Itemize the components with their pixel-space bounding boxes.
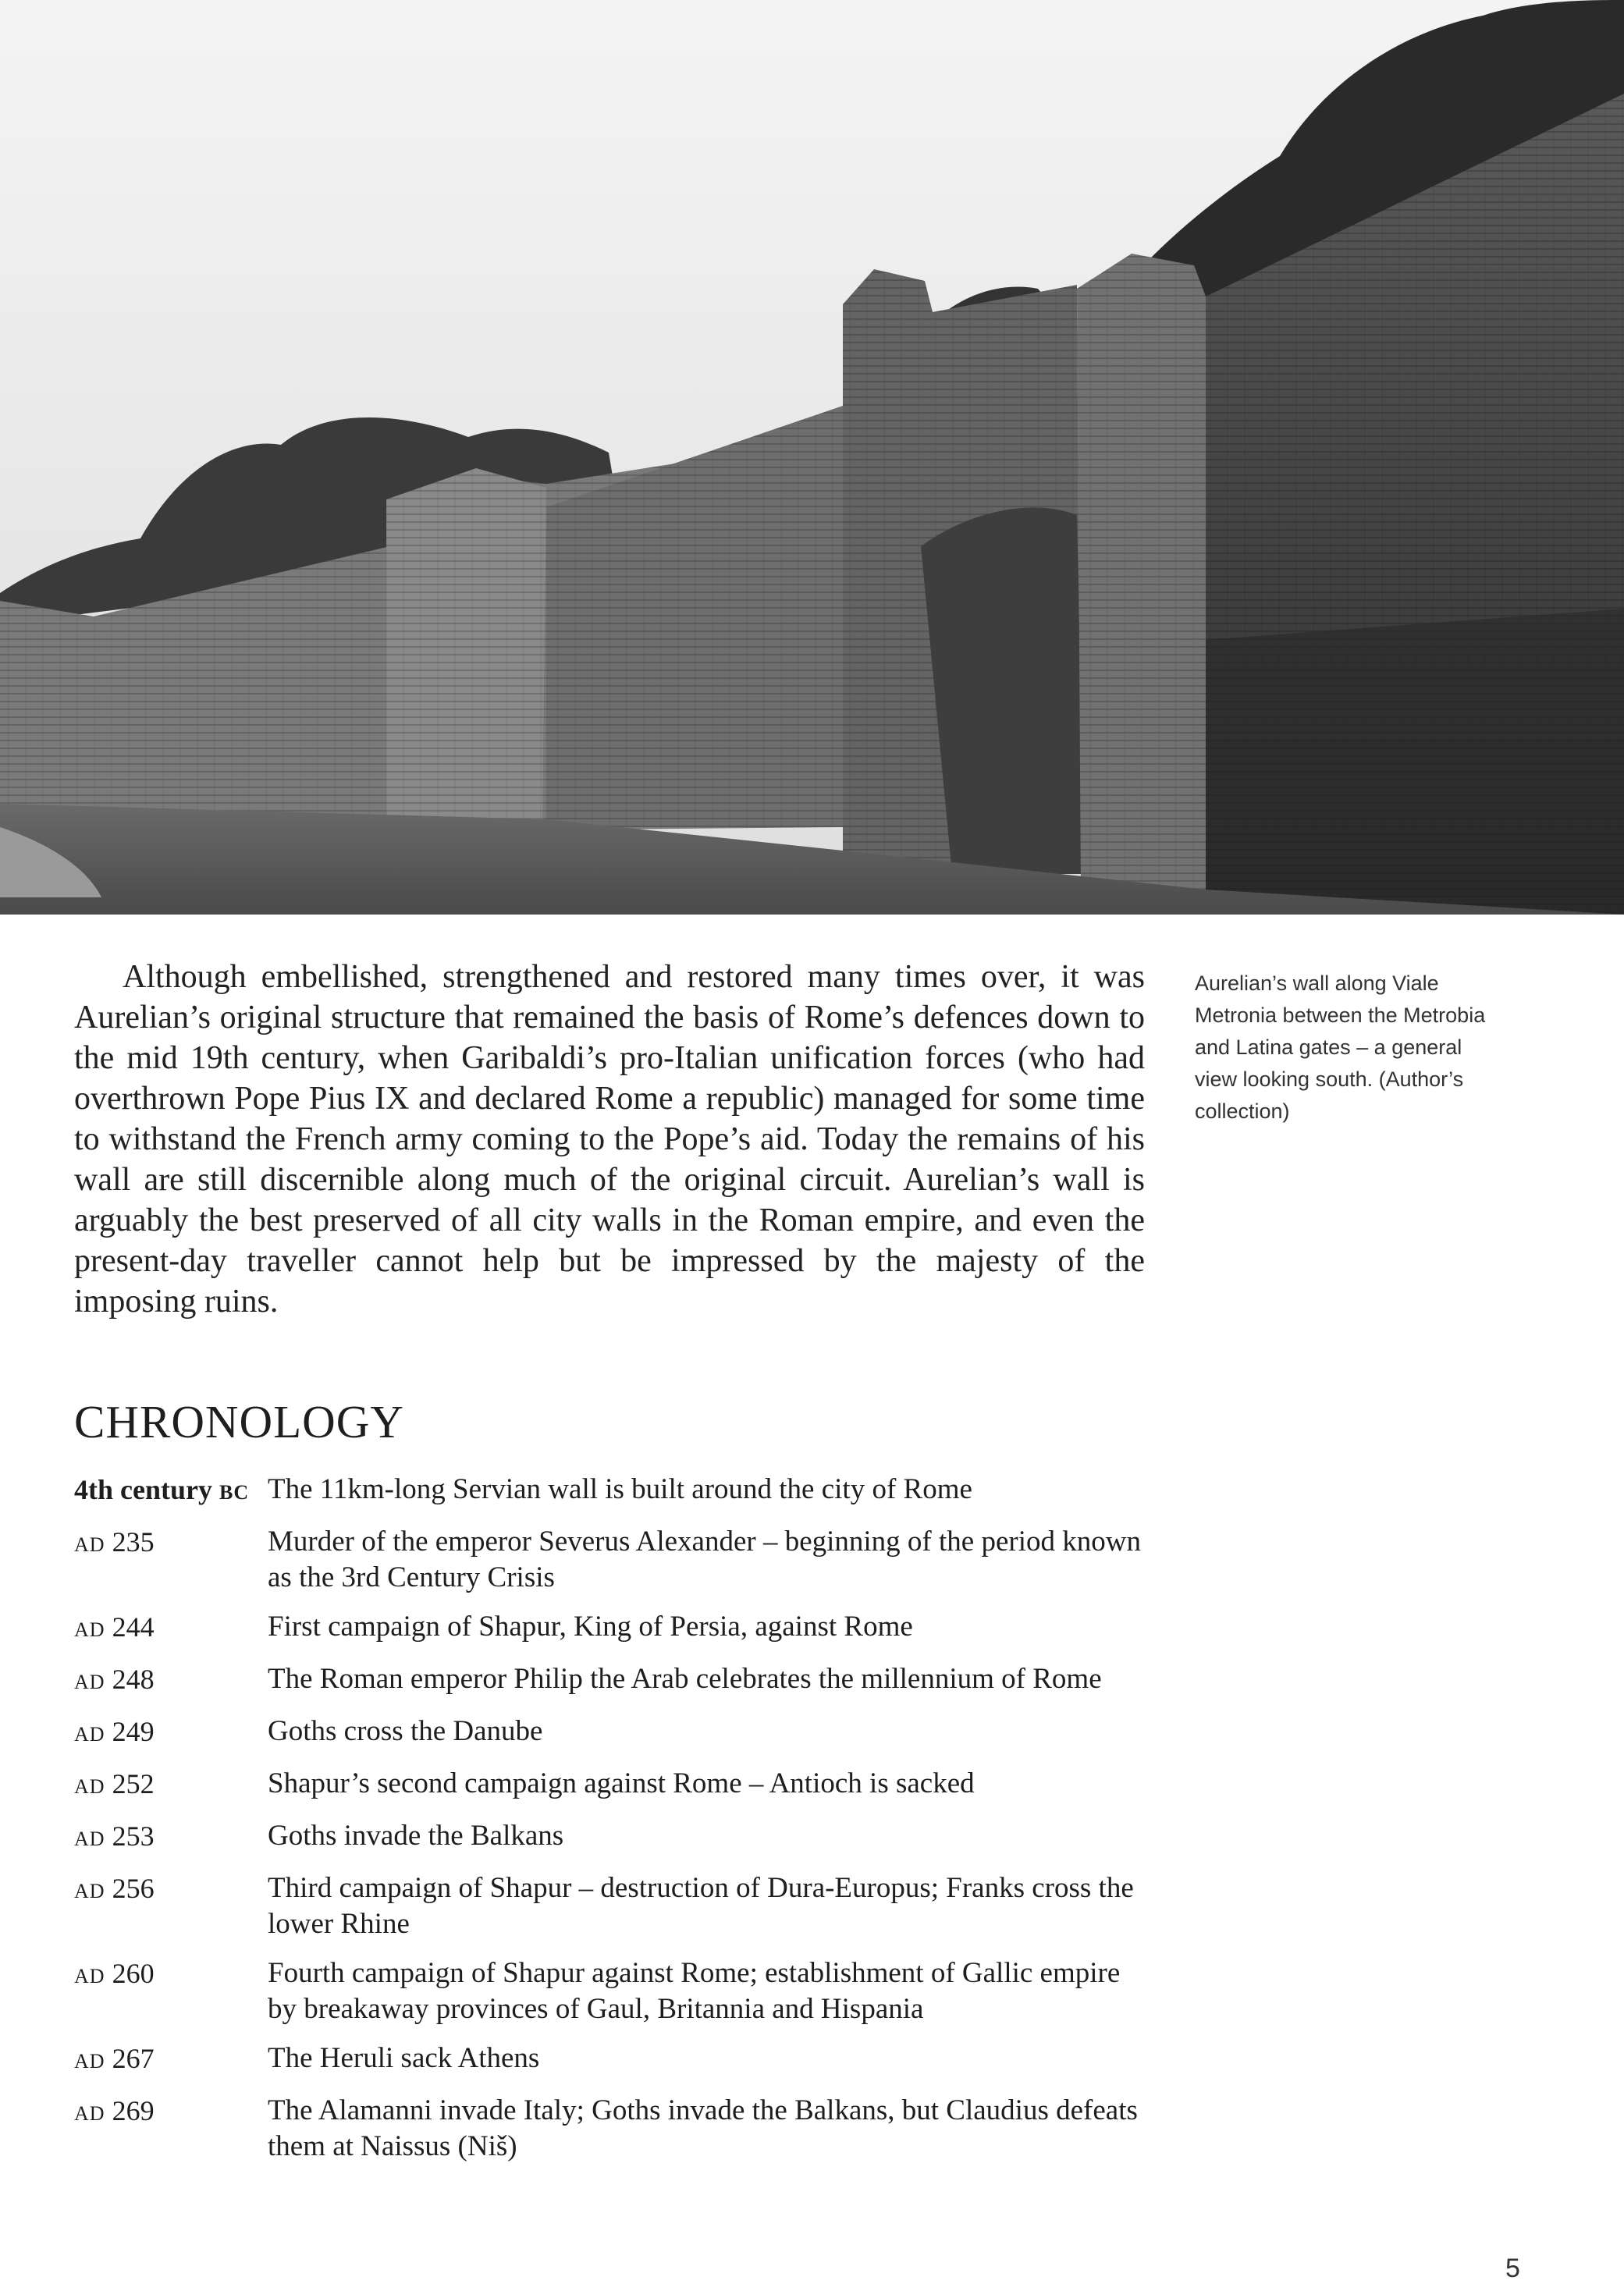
- chronology-entry: [74, 1609, 1167, 1648]
- chronology-entry: [74, 1524, 1167, 1596]
- chronology-list: [74, 1472, 1167, 2178]
- chronology-entry: [74, 2093, 1167, 2165]
- entry-text: First campaign of Shapur, King of Persia, against Rome: [268, 1611, 913, 1643]
- photo-aurelian-wall-image: [0, 0, 1624, 915]
- chronology-entry: [74, 1955, 1167, 2027]
- entry-text: The Roman emperor Philip the Arab celebrates the millennium of Rome: [268, 1663, 1102, 1695]
- entry-text: The Alamanni invade Italy; Goths invade the Balkans, but Claudius defeats them at Naissus (Niš): [268, 2094, 1138, 2162]
- chronology-entry: [74, 1870, 1167, 1942]
- entry-text: Third campaign of Shapur – destruction of Dura-Europus; Franks cross the lower Rhine: [268, 1872, 1134, 1940]
- chronology-entry: [74, 2041, 1167, 2080]
- chronology-entry: [74, 1818, 1167, 1857]
- entry-date: AD 249: [74, 1716, 155, 1747]
- entry-date: AD 235: [74, 1526, 155, 1558]
- entry-text: Shapur’s second campaign against Rome – Antioch is sacked: [268, 1767, 975, 1799]
- entry-text: Goths invade the Balkans: [268, 1820, 564, 1852]
- entry-date: AD 267: [74, 2043, 155, 2074]
- chronology-entry: [74, 1714, 1167, 1753]
- photo-aurelian-wall: [0, 0, 1624, 915]
- entry-date: 4th century BC: [74, 1474, 250, 1505]
- entry-date: AD 256: [74, 1873, 155, 1904]
- chronology-entry: [74, 1766, 1167, 1805]
- chronology-heading: CHRONOLOGY: [74, 1396, 404, 1447]
- entry-date: AD 252: [74, 1768, 155, 1799]
- entry-text: The Heruli sack Athens: [268, 2042, 540, 2074]
- entry-date: AD 253: [74, 1820, 155, 1852]
- entry-date: AD 269: [74, 2095, 155, 2126]
- chronology-entry: [74, 1661, 1167, 1700]
- entry-date: AD 244: [74, 1611, 155, 1643]
- entry-text: The 11km-long Servian wall is built around the city of Rome: [268, 1473, 972, 1505]
- intro-paragraph: Although embellished, strengthened and restored many times over, it was Aurelian’s original structure that remained the basis of Rome’s defences down to the mid 19th century, when Garibaldi’s pro-Italian unification forces (who had overthrown Pope Pius IX and declared Rome a republic) managed for some time to withstand the French army coming to the Pope’s aid. Today the remains of his wall are still discernible along much of the original circuit. Aurelian’s wall is arguably the best preserved of all city walls in the Roman empire, and even the present-day traveller cannot help but be impressed by the majesty of the imposing ruins.: [74, 959, 1145, 1320]
- entry-text: Goths cross the Danube: [268, 1715, 543, 1747]
- chronology-entry: [74, 1472, 1167, 1511]
- page-number: 5: [1505, 2254, 1520, 2283]
- entry-text: Fourth campaign of Shapur against Rome; establishment of Gallic empire by breakaway provinces of Gaul, Britannia and Hispania: [268, 1957, 1121, 2025]
- entry-date: AD 260: [74, 1958, 155, 1989]
- photo-caption: Aurelian’s wall along Viale Metronia between the Metrobia and Latina gates – a general view looking south. (Author’s collection): [1195, 971, 1486, 1123]
- entry-date: AD 248: [74, 1664, 155, 1695]
- entry-text: Murder of the emperor Severus Alexander – beginning of the period known as the 3rd Century Crisis: [268, 1526, 1141, 1593]
